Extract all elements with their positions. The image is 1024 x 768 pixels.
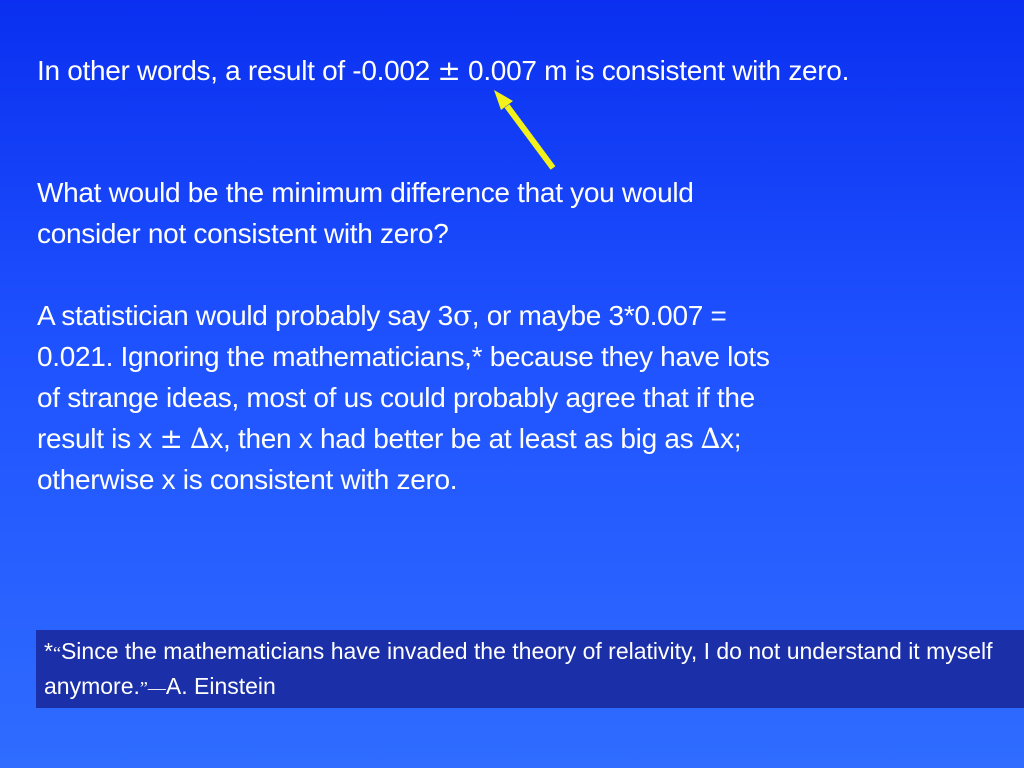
paragraph-statistician	[37, 295, 997, 500]
footnote-quote-text: Since the mathematicians have invaded the theory of relativity, I do not understand it myself anymore.	[44, 638, 993, 699]
footnote-star: *	[44, 638, 53, 664]
arrow-shaft	[507, 106, 553, 168]
para3-text-a: A statistician would probably say 3	[37, 300, 453, 331]
delta-symbol: ∆	[700, 422, 721, 455]
delta-symbol: ∆	[190, 422, 210, 455]
para3-text-d: x; otherwise x is consistent with zero.	[37, 423, 742, 495]
arrow-head	[494, 90, 513, 110]
einstein-footnote	[36, 630, 1024, 708]
sigma-symbol: σ	[452, 299, 472, 332]
footnote-author: A. Einstein	[165, 673, 276, 699]
open-quote: “	[52, 643, 61, 663]
para3-text-b: , or maybe 3*0.007 = 0.021. Ignoring the mathematicians,* because they have lots of strange ideas, most of us could probably agree that if the result is x	[37, 300, 770, 454]
para1-text-start: In other words, a result of -0.002	[37, 55, 438, 86]
para3-space	[183, 423, 190, 454]
para3-text-c: x, then x had better be at least as big as	[209, 423, 701, 454]
close-quote-dash: ”—	[139, 678, 166, 698]
plus-minus-symbol: ±	[437, 54, 461, 87]
paragraph-consistent-with-zero	[37, 50, 997, 91]
para1-text-end: 0.007 m is consistent with zero.	[460, 55, 850, 86]
paragraph-question: What would be the minimum difference that you would consider not consistent with zero?	[37, 177, 694, 249]
plus-minus-symbol: ±	[159, 422, 183, 455]
